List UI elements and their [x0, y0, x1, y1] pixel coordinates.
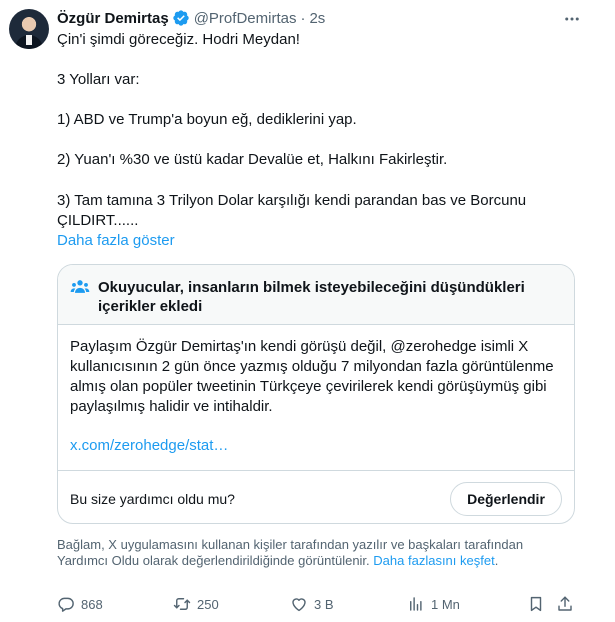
tweet-header [57, 8, 325, 28]
repost-button[interactable] [173, 594, 219, 614]
bookmark-icon [527, 595, 545, 613]
reply-button[interactable] [57, 594, 103, 614]
tweet-text-line-6: ÇILDIRT...... [57, 212, 139, 229]
verified-badge-icon[interactable] [172, 9, 190, 27]
community-note-title: Okuyucular, insanların bilmek isteyebileceğini düşündükleri içerikler ekledi [98, 279, 525, 315]
like-count: 3 B [314, 596, 334, 612]
bookmark-button[interactable] [527, 594, 551, 614]
reply-count: 868 [81, 596, 103, 612]
heart-icon [290, 595, 308, 613]
repost-count: 250 [197, 596, 219, 612]
context-text: Bağlam, X uygulamasını kullanan kişiler tarafından yazılır ve başkaları tarafından Yardımcı Oldu olarak değerlendirildiğinde görüntülenir. [57, 537, 524, 568]
like-button[interactable] [290, 594, 334, 614]
rate-button[interactable]: Değerlendir [450, 482, 562, 516]
context-period: . [494, 553, 499, 568]
more-options-icon[interactable] [562, 9, 582, 29]
repost-icon [173, 595, 191, 613]
community-note-header [58, 265, 574, 325]
helpful-question: Bu size yardımcı oldu mu? [70, 491, 235, 507]
separator-dot: · [300, 9, 306, 27]
tweet-time[interactable]: 2s [309, 9, 326, 27]
avatar-shirt [26, 35, 32, 45]
author-name[interactable]: Özgür Demirtaş [57, 9, 169, 27]
share-button[interactable] [556, 594, 580, 614]
learn-more-link[interactable]: Daha fazlasını keşfet [373, 553, 495, 568]
tweet-text-line-2: 3 Yolları var: [57, 71, 140, 88]
views-count: 1 Mn [431, 596, 460, 612]
tweet-text-line-1: Çin'i şimdi göreceğiz. Hodri Meydan! [57, 31, 300, 48]
views-icon [407, 595, 425, 613]
author-handle[interactable]: @ProfDemirtas [193, 9, 297, 27]
views-button[interactable] [407, 594, 460, 614]
tweet-text-line-4: 2) Yuan'ı %30 ve üstü kadar Devalüe et, Halkını Fakirleştir. [57, 151, 448, 168]
community-notes-icon [70, 277, 90, 297]
tweet-text-line-5: 3) Tam tamına 3 Trilyon Dolar karşılığı kendi parandan bas ve Borcunu [57, 192, 527, 209]
action-bar [57, 594, 577, 614]
tweet-text-line-3: 1) ABD ve Trump'a boyun eğ, dediklerini yap. [57, 111, 357, 128]
community-note [57, 264, 575, 524]
reply-icon [57, 595, 75, 613]
avatar[interactable] [9, 9, 49, 49]
community-note-body: Paylaşım Özgür Demirtaş'ın kendi görüşü değil, @zerohedge isimli X kullanıcısının 2 gün önce yazmış olduğu 7 milyondan fazla görüntülenme almış olan popüler tweetinin Türkçeye çevirilerek kendi görüşüymüş gibi paylaşılmış halidir ve intihaldir. [70, 338, 554, 415]
context-disclaimer [57, 537, 577, 569]
show-more-link[interactable]: Daha fazla göster [57, 232, 175, 249]
community-note-source-link[interactable]: x.com/zerohedge/stat… [70, 437, 229, 454]
share-icon [556, 595, 574, 613]
community-note-footer [58, 470, 574, 524]
